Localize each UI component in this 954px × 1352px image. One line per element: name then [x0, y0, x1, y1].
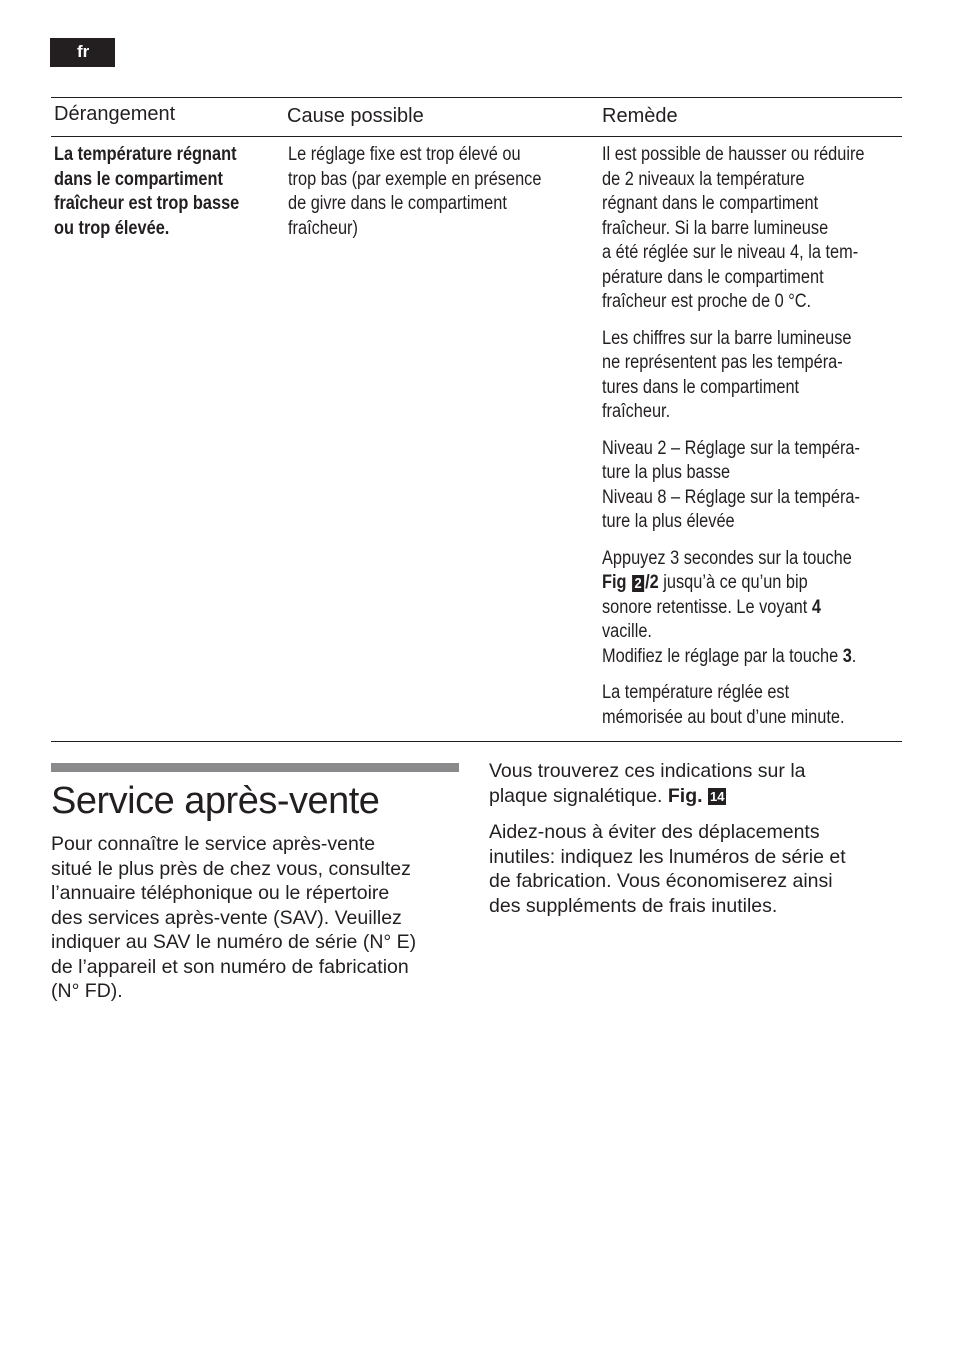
table-top-rule [51, 97, 902, 98]
cause-line: Le réglage fixe est trop élevé ou [288, 144, 521, 165]
remedy-text: Modifiez le réglage par la touche [602, 645, 843, 667]
fault-cell [54, 143, 267, 241]
remedy-line: Les chiffres sur la barre lumineuse [602, 327, 852, 349]
remedy-line: a été réglée sur le niveau 4, la tem- [602, 242, 859, 263]
header-remedy: Remède [602, 105, 678, 127]
help-paragraph [489, 820, 909, 918]
remedy-line: pérature dans le compartiment [602, 266, 824, 288]
header-cause: Cause possible [287, 105, 424, 127]
remedy-line: La température réglée est [602, 682, 790, 703]
remedy-line: Il est possible de hausser ou réduire [602, 144, 865, 165]
remedy-cell [602, 143, 903, 742]
fault-line: La température régnant [54, 144, 237, 165]
body-line: inutiles: indiquez les lnuméros de série et [489, 845, 846, 868]
rating-plate-paragraph [489, 759, 909, 808]
remedy-line: fraîcheur. Si la barre lumineuse [602, 217, 829, 239]
fault-line: dans le compartiment [54, 168, 223, 190]
remedy-line: fraîcheur. [602, 401, 671, 422]
remedy-paragraph-2 [602, 327, 903, 425]
remedy-line: ture la plus élevée [602, 511, 735, 532]
body-line: de fabrication. Vous économiserez ainsi [489, 870, 833, 892]
body-line [489, 784, 909, 809]
remedy-line: de 2 niveaux la température [602, 168, 805, 190]
remedy-line: régnant dans le compartiment [602, 193, 819, 214]
cause-line: trop bas (par exemple en présence [288, 168, 542, 190]
remedy-paragraph-4 [602, 547, 903, 670]
indicator-number: 4 [811, 596, 821, 618]
remedy-paragraph-5 [602, 681, 903, 730]
remedy-paragraph-1 [602, 143, 903, 315]
cause-cell [288, 143, 580, 241]
body-line: l’annuaire téléphonique ou le répertoire [51, 882, 390, 904]
body-line: des services après-vente (SAV). Veuillez [51, 906, 402, 929]
fault-line: ou trop élevée. [54, 217, 170, 239]
cause-line: de givre dans le compartiment [288, 193, 507, 214]
header-fault: Dérangement [54, 103, 176, 125]
table-bottom-rule [51, 741, 902, 742]
remedy-line: fraîcheur est proche de 0 °C. [602, 291, 812, 312]
fault-line: fraîcheur est trop basse [54, 193, 240, 214]
body-line: des suppléments de frais inutiles. [489, 894, 778, 917]
body-line: indiquer au SAV le numéro de série (N° E) [51, 931, 417, 953]
body-line: Vous trouverez ces indications sur la [489, 760, 806, 782]
service-intro-text [51, 832, 461, 1004]
fig-reference: Fig. [667, 784, 703, 807]
language-tab: fr [50, 38, 115, 67]
remedy-line: Niveau 8 – Réglage sur la tempéra- [602, 486, 860, 508]
figure-number-badge: 2 [632, 575, 644, 592]
remedy-line: ture la plus basse [602, 462, 731, 483]
remedy-text: jusqu’à ce qu’un bip [658, 572, 808, 593]
body-line: Aidez-nous à éviter des déplacements [489, 821, 820, 843]
remedy-line: Appuyez 3 secondes sur la touche [602, 547, 852, 569]
remedy-paragraph-3 [602, 437, 903, 535]
section-title: Service après-vente [51, 780, 380, 822]
cause-line: fraîcheur) [288, 217, 358, 239]
table-header-rule [51, 136, 902, 137]
remedy-text: sonore retentisse. Le voyant [602, 596, 812, 618]
remedy-line: vacille. [602, 621, 652, 642]
remedy-line: Niveau 2 – Réglage sur la tempéra- [602, 437, 860, 459]
remedy-text: . [851, 645, 857, 667]
body-line: situé le plus près de chez vous, consultez [51, 857, 411, 880]
remedy-line [602, 645, 903, 670]
remedy-line: mémorisée au bout d’une minute. [602, 706, 845, 728]
section-divider-bar [51, 763, 459, 772]
figure-number-badge: 14 [709, 788, 725, 804]
remedy-line [602, 571, 903, 596]
body-line: de l’appareil et son numéro de fabrication [51, 955, 409, 978]
button-number: 3 [842, 645, 852, 667]
body-text: plaque signalétique. [489, 784, 668, 807]
service-details-text [489, 759, 909, 930]
remedy-line [602, 596, 903, 621]
body-line: (N° FD). [51, 980, 123, 1002]
fig-label: Fig [602, 572, 627, 593]
body-line: Pour connaître le service après-vente [51, 833, 376, 855]
remedy-line: ne représentent pas les tempéra- [602, 352, 843, 373]
remedy-line: tures dans le compartiment [602, 376, 800, 398]
fig-suffix: /2 [645, 572, 659, 593]
